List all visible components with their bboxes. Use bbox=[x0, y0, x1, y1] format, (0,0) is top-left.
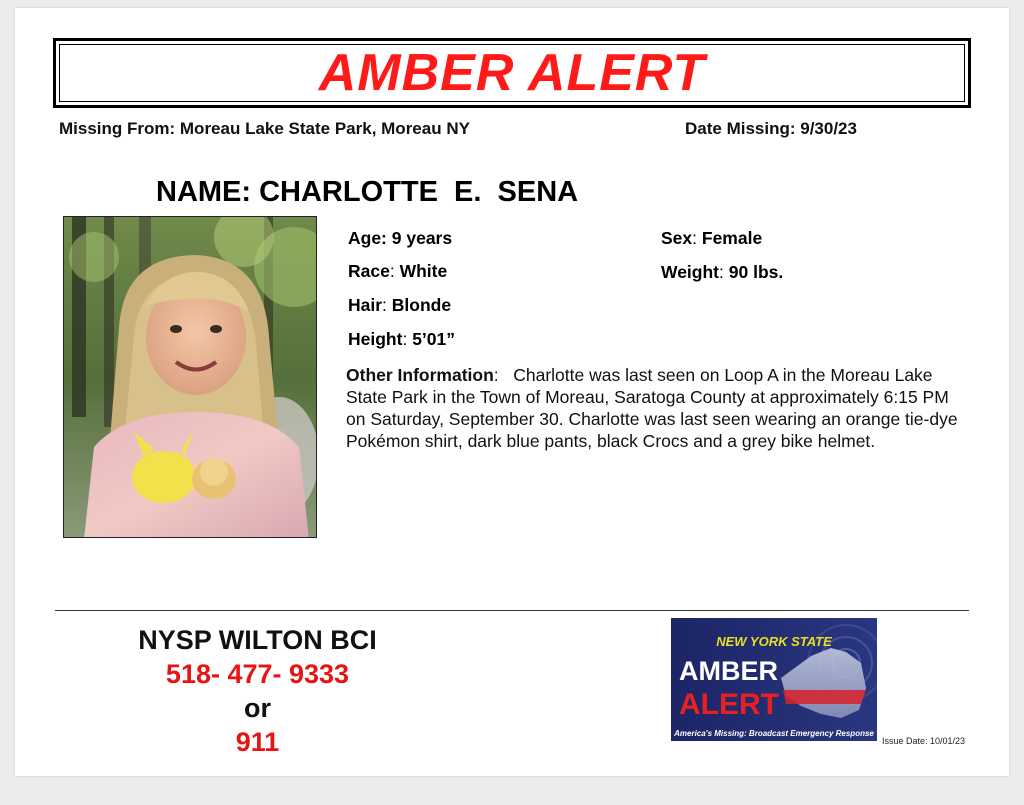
logo-amber-text: AMBER bbox=[679, 656, 778, 686]
sex-field: Sex: Female bbox=[661, 228, 763, 248]
agency-name: NYSP WILTON BCI bbox=[138, 625, 377, 655]
divider bbox=[55, 610, 969, 611]
emergency-number: 911 bbox=[235, 727, 280, 757]
other-info-text: Charlotte was last seen on Loop A in the Moreau Lake State Park in the Town of Moreau, Saratoga County at approximately 6:15 PM on Saturday, September 30. Charlotte was last seen wearing an orange tie-dye Pokémon shirt, dark blue pants, black Crocs and a grey bike helmet. bbox=[346, 365, 958, 451]
or-text: or bbox=[244, 693, 271, 723]
hair-field: Hair: Blonde bbox=[348, 295, 452, 315]
logo-state-text: NEW YORK STATE bbox=[716, 634, 832, 649]
child-photo bbox=[63, 216, 317, 538]
issue-date: Issue Date: 10/01/23 bbox=[882, 736, 966, 746]
phone-number: 518- 477- 9333 bbox=[165, 659, 350, 689]
alert-poster bbox=[15, 8, 1009, 776]
contact-block bbox=[110, 623, 405, 759]
weight-field: Weight: 90 lbs. bbox=[661, 262, 784, 282]
child-name: NAME: CHARLOTTE E. SENA bbox=[156, 176, 579, 208]
height-field: Height: 5’01” bbox=[348, 329, 455, 349]
missing-from-text: Missing From: Moreau Lake State Park, Moreau NY bbox=[59, 119, 470, 138]
photo-image bbox=[64, 217, 317, 538]
logo-tagline: America's Missing: Broadcast Emergency Response bbox=[674, 729, 874, 738]
other-info-label: Other Information bbox=[346, 365, 494, 385]
other-information: Other Information: Charlotte was last seen on Loop A in the Moreau Lake State Park in the Town of Moreau, Saratoga County at approximately 6:15 PM on Saturday, September 30. Charlotte was last seen wearing an orange tie-dye Pokémon shirt, dark blue pants, black Crocs and a grey bike helmet. bbox=[346, 365, 958, 451]
nys-amber-alert-logo bbox=[671, 618, 877, 741]
age-field: Age: 9 years bbox=[348, 228, 453, 248]
title-banner bbox=[53, 38, 971, 108]
race-field: Race: White bbox=[348, 261, 448, 281]
date-missing-text: Date Missing: 9/30/23 bbox=[685, 119, 857, 138]
alert-title: AMBER ALERT bbox=[318, 44, 706, 102]
logo-alert-text: ALERT bbox=[679, 688, 779, 721]
